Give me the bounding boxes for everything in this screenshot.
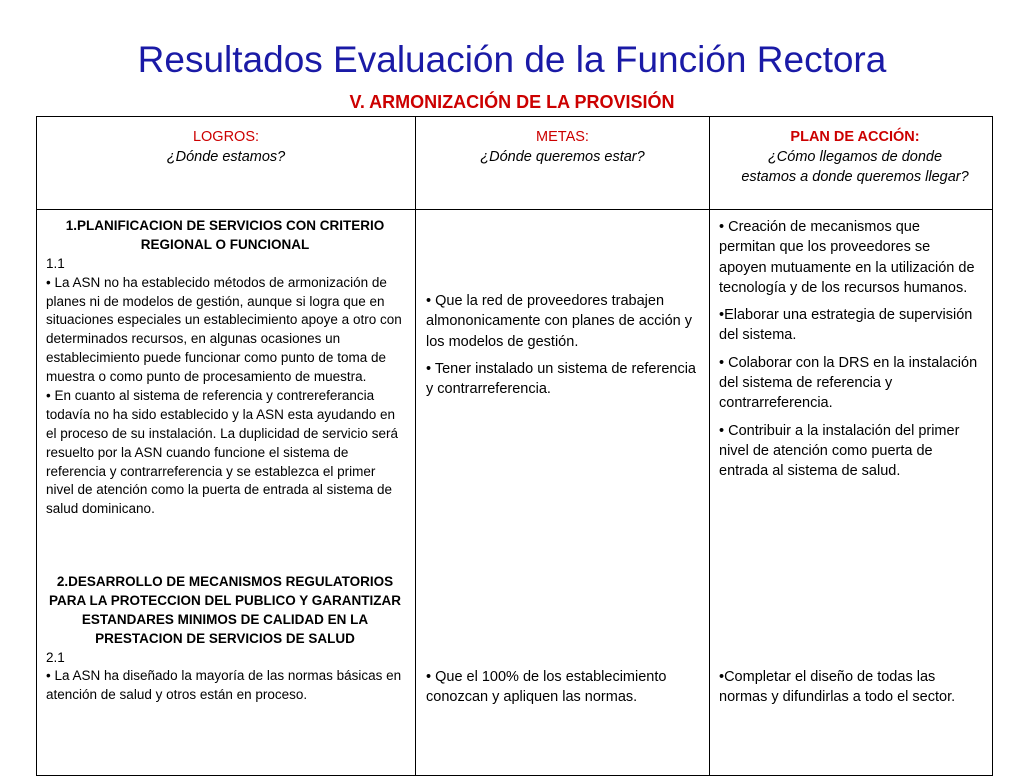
logros-section-2-paragraph: • La ASN ha diseñado la mayoría de las normas básicas en atención de salud y otros están en proceso. xyxy=(46,668,402,703)
metas-item: • Tener instalado un sistema de referencia y contrarreferencia. xyxy=(426,360,696,398)
plan-item: •Completar el diseño de todas las normas y difundirlas a todo el sector. xyxy=(719,669,956,706)
slide-title: Resultados Evaluación de la Función Rectora xyxy=(137,39,887,80)
header-plan-question: ¿Cómo llegamos de donde estamos a donde queremos llegar? xyxy=(741,149,969,185)
logros-section-1-title: 1.PLANIFICACION DE SERVICIOS CON CRITERIO REGIONAL O FUNCIONAL xyxy=(65,218,385,252)
metas-group-1 xyxy=(426,291,702,399)
header-metas-label: METAS: xyxy=(536,129,589,145)
logros-section-1-paragraph: • La ASN no ha establecido métodos de armonización de planes ni de modelos de gestión, aunque si logra que en situaciones especiales un establecimiento apoye a otro con determinados recursos, en algunas ocasiones un establecimiento puede funcionar como punto de toma de muestra o como punto de procesamiento de muestra. xyxy=(46,274,402,385)
column-divider xyxy=(709,117,710,775)
results-table xyxy=(36,116,993,776)
header-logros xyxy=(37,127,415,167)
header-logros-question: ¿Dónde estamos? xyxy=(166,149,286,165)
logros-section-1 xyxy=(46,217,404,519)
header-divider xyxy=(37,209,992,210)
logros-section-2-number: 2.1 xyxy=(46,649,65,665)
header-plan-label: PLAN DE ACCIÓN: xyxy=(790,129,920,145)
column-divider xyxy=(415,117,416,775)
plan-item: • Colaborar con la DRS en la instalación del sistema de referencia y contrarreferencia. xyxy=(719,354,978,412)
logros-section-1-number: 1.1 xyxy=(46,255,65,271)
plan-item: •Elaborar una estrategia de supervisión del sistema. xyxy=(719,307,973,344)
header-plan xyxy=(740,127,970,187)
plan-group-1 xyxy=(719,217,979,482)
slide-subtitle: V. ARMONIZACIÓN DE LA PROVISIÓN xyxy=(349,92,675,112)
plan-item: • Creación de mecanismos que permitan que los proveedores se apoyen mutuamente en la utilización de tecnología y de los recursos humanos. xyxy=(719,219,975,296)
metas-item: • Que la red de proveedores trabajen almononicamente con planes de acción y los modelos de gestión. xyxy=(426,293,692,350)
header-metas-question: ¿Dónde queremos estar? xyxy=(480,149,645,165)
metas-group-2 xyxy=(426,667,702,708)
logros-section-2-title: 2.DESARROLLO DE MECANISMOS REGULATORIOS PARA LA PROTECCION DEL PUBLICO Y GARANTIZAR ESTANDARES MINIMOS DE CALIDAD EN LA PRESTACION DE SERVICIOS DE SALUD xyxy=(48,574,401,646)
metas-item: • Que el 100% de los establecimiento conozcan y apliquen las normas. xyxy=(426,669,667,706)
header-logros-label: LOGROS: xyxy=(192,129,260,145)
header-metas xyxy=(416,127,709,167)
plan-group-2 xyxy=(719,667,979,708)
logros-section-1-paragraph: • En cuanto al sistema de referencia y contrereferancia todavía no ha sido establecido y la ASN esta ayudando en el proceso de su instalación. La duplicidad de servicio será resuelto por la ASN cuando funcione el sistema de referencia y contrarreferencia y se establezca el primer nivel de atención como la puerta de entrada al sistema de salud dominicano. xyxy=(46,388,398,517)
plan-item: • Contribuir a la instalación del primer nivel de atención como puerta de entrada al sistema de salud. xyxy=(719,422,960,480)
logros-section-2 xyxy=(46,573,404,705)
